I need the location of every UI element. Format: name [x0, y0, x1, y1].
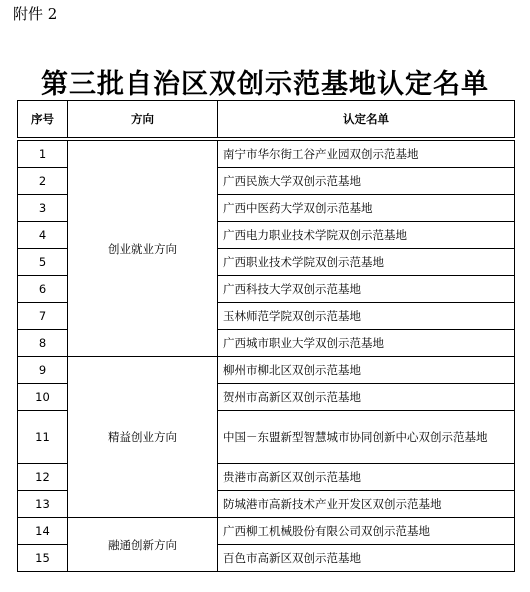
- row-number: 2: [18, 168, 68, 195]
- row-number: 12: [18, 464, 68, 491]
- direction-cell: 创业就业方向: [68, 141, 218, 357]
- base-name: 百色市高新区双创示范基地: [218, 545, 515, 572]
- row-number: 10: [18, 384, 68, 411]
- table-body: [18, 141, 515, 572]
- row-number: 7: [18, 303, 68, 330]
- row-number: 14: [18, 518, 68, 545]
- row-number: 15: [18, 545, 68, 572]
- row-number: 1: [18, 141, 68, 168]
- row-number: 6: [18, 276, 68, 303]
- table-row: [18, 518, 515, 545]
- base-name: 广西科技大学双创示范基地: [218, 276, 515, 303]
- base-name: 玉林师范学院双创示范基地: [218, 303, 515, 330]
- base-name: 防城港市高新技术产业开发区双创示范基地: [218, 491, 515, 518]
- direction-cell: 精益创业方向: [68, 357, 218, 518]
- row-number: 5: [18, 249, 68, 276]
- base-name: 贵港市高新区双创示范基地: [218, 464, 515, 491]
- row-number: 3: [18, 195, 68, 222]
- header-no: 序号: [18, 101, 68, 138]
- row-number: 11: [18, 411, 68, 464]
- base-name: 广西柳工机械股份有限公司双创示范基地: [218, 518, 515, 545]
- base-name: 中国－东盟新型智慧城市协同创新中心双创示范基地: [218, 411, 515, 464]
- base-name: 贺州市高新区双创示范基地: [218, 384, 515, 411]
- row-number: 8: [18, 330, 68, 357]
- base-name: 广西职业技术学院双创示范基地: [218, 249, 515, 276]
- base-name: 南宁市华尔街工谷产业园双创示范基地: [218, 141, 515, 168]
- base-name: 柳州市柳北区双创示范基地: [218, 357, 515, 384]
- header-direction: 方向: [68, 101, 218, 138]
- certification-table: [17, 100, 515, 572]
- base-name: 广西中医药大学双创示范基地: [218, 195, 515, 222]
- base-name: 广西城市职业大学双创示范基地: [218, 330, 515, 357]
- direction-cell: 融通创新方向: [68, 518, 218, 572]
- table-header-row: [18, 101, 515, 138]
- row-number: 9: [18, 357, 68, 384]
- table-row: [18, 357, 515, 384]
- attachment-label: 附件 2: [13, 5, 58, 23]
- row-number: 4: [18, 222, 68, 249]
- header-name: 认定名单: [218, 101, 515, 138]
- row-number: 13: [18, 491, 68, 518]
- base-name: 广西电力职业技术学院双创示范基地: [218, 222, 515, 249]
- base-name: 广西民族大学双创示范基地: [218, 168, 515, 195]
- table-row: [18, 141, 515, 168]
- document-title: 第三批自治区双创示范基地认定名单: [41, 69, 489, 100]
